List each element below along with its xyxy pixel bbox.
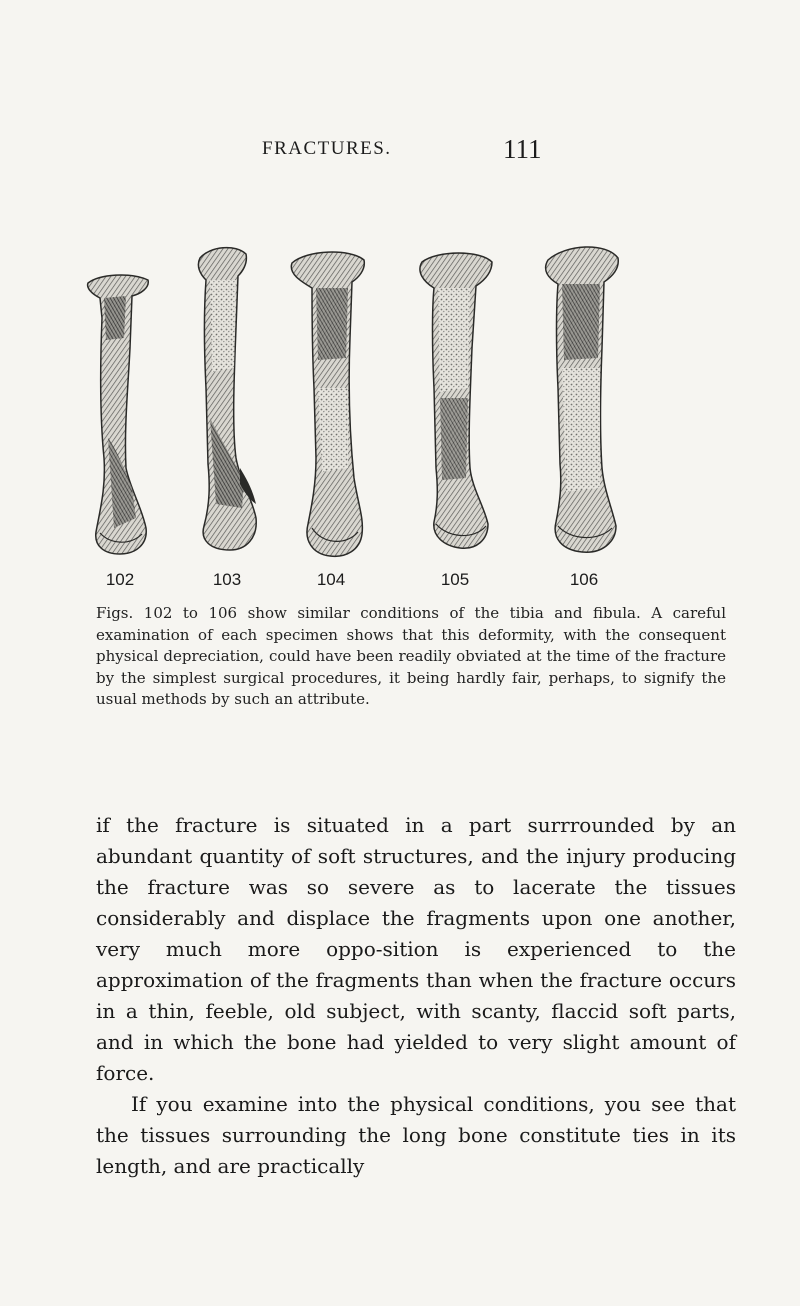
running-title: FRACTURES.: [262, 138, 392, 159]
figure-caption: Figs. 102 to 106 show similar conditions of the tibia and fibula. A careful examination of each specimen shows that this deformity, with the consequent physical depreciation, could have been readily obviated at the time of the fracture by the simplest surgical procedures, it being hardly fair, perhaps, to signify the usual methods by such an attribute.: [96, 604, 726, 709]
bone-figure-104: [291, 252, 364, 556]
figure-plate: [60, 188, 740, 598]
running-head: [0, 134, 800, 164]
bone-figure-103: [198, 248, 256, 550]
page-number: 111: [503, 134, 542, 164]
paragraph-1: if the fracture is situated in a part surrrounded by an abundant quantity of soft structures, and the injury producing the fracture was so severe as to lacerate the tissues considerably and displace the fragments upon one another, very much more oppo-sition is experienced to the approximation of the fragments than when the fracture occurs in a thin, feeble, old subject, with scanty, flaccid soft parts, and in which the bone had yielded to very slight amount of force.: [96, 813, 736, 1085]
bone-figure-105: [420, 253, 492, 548]
figure-label-106: 106: [569, 570, 599, 589]
bone-figure-102: [88, 275, 149, 554]
figure-label-105: 105: [440, 570, 470, 589]
bone-illustrations: [60, 188, 740, 568]
body-text: [96, 810, 736, 1182]
figure-label-104: 104: [316, 570, 346, 589]
paragraph-2: If you examine into the physical conditions, you see that the tissues surrounding the long bone constitute ties in its length, and are practically: [96, 1092, 736, 1178]
bone-figure-106: [546, 247, 619, 552]
figure-label-103: 103: [212, 570, 242, 589]
figure-label-102: 102: [105, 570, 135, 589]
